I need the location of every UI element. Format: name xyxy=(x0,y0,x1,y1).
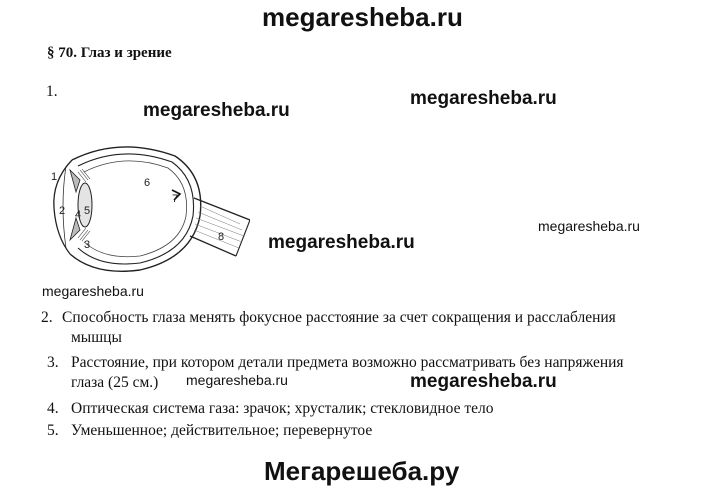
figure-label-5: 5 xyxy=(84,205,91,217)
figure-label-3: 3 xyxy=(84,239,91,251)
figure-label-2: 2 xyxy=(59,205,66,217)
item-1-number: 1. xyxy=(46,83,58,100)
watermark-bottom: Мегарешеба.ру xyxy=(264,456,460,486)
optic-nerve-end xyxy=(236,220,250,256)
figure-label-7: 7 xyxy=(172,193,179,205)
figure-label-4: 4 xyxy=(75,209,82,221)
retina-outline xyxy=(84,161,187,257)
item-3-line-2: глаза (25 см.) xyxy=(71,374,159,391)
watermark-left-mid: megaresheba.ru xyxy=(143,100,290,121)
item-3-line-1: Расстояние, при котором детали предмета возможно рассматривать без напряжения xyxy=(71,354,624,371)
iris-lower xyxy=(70,218,80,240)
figure-label-8: 8 xyxy=(218,231,225,243)
section-title: § 70. Глаз и зрение xyxy=(47,45,172,61)
item-3-number: 3. xyxy=(47,354,59,371)
optic-nerve-top xyxy=(194,198,250,220)
item-4-line-1: Оптическая система газа: зрачок; хрусталик; стекловидное тело xyxy=(71,400,494,417)
figure-label-1: 1 xyxy=(51,171,58,183)
choroid-outline xyxy=(78,154,194,264)
item-2-number: 2. xyxy=(41,309,53,326)
item-5-number: 5. xyxy=(47,422,59,439)
watermark-top: megaresheba.ru xyxy=(262,2,463,32)
item-2-line-1: Способность глаза менять фокусное расстояние за счет сокращения и расслабления xyxy=(62,309,616,326)
watermark-right-mid: megaresheba.ru xyxy=(410,88,557,109)
watermark-center: megaresheba.ru xyxy=(268,232,415,253)
eye-diagram xyxy=(40,136,250,276)
figure-label-6: 6 xyxy=(144,177,151,189)
item-2-line-2: мышцы xyxy=(71,329,122,346)
watermark-right-small: megaresheba.ru xyxy=(538,218,640,234)
item-5-line-1: Уменьшенное; действительное; перевернутое xyxy=(71,422,373,439)
iris-upper xyxy=(70,170,80,192)
watermark-item3-big: megaresheba.ru xyxy=(410,371,557,392)
watermark-item3-small: megaresheba.ru xyxy=(186,372,288,388)
item-4-number: 4. xyxy=(47,400,59,417)
optic-nerve-bottom xyxy=(190,236,236,256)
watermark-left-small: megaresheba.ru xyxy=(42,283,144,299)
